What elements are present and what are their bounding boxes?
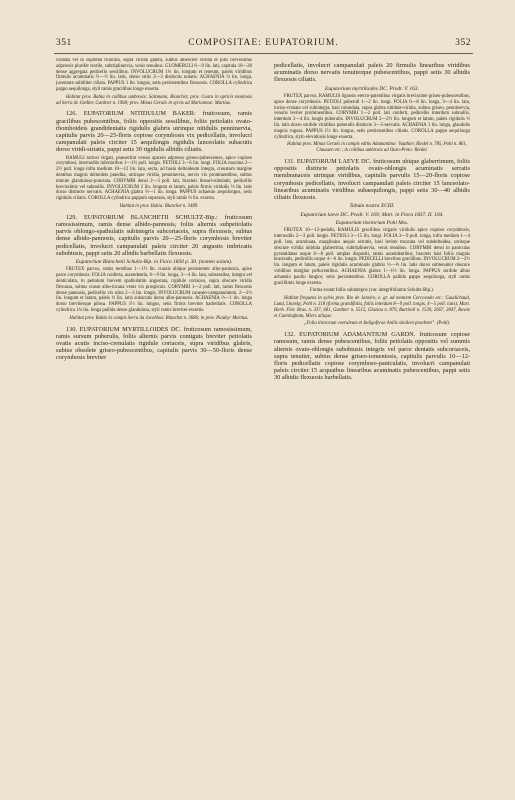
paragraph: FRUTEX 10—12-pedalis, RAMULIS gracilibus virgatis viridulis apice copiose corymbosis, internodiis 2—3 poll. longis. PETIOLI 3—15 lin. longi. FOLIA 3—9 poll. longa, infra medium 1—4 poll. lata, acuminata, margibulus aequis serratis, basi leviter truncata vel subdeltoidea, utrinque obscure viridia nitidula glaberrima, subtriplinervia, venis tenuibus. CORYMBI densi in paniculas pyramidatas usque 6—8 poll. amplas dispositi, ramis ascendentibus, bracteis basi foliis magnis bracteatis, pedicellis usque 4—6 lin. longis. PEDICELLI brevibus gracilibus. INVOLUCRUM 2—2½ lin. longum et latum, paleis rigidulis acuminatis glabris ½—⅓ lin. latis dorso subtenuiter obscure viridibus margine pellucentibus. ACHAENIA glabra 1—1⅓ lin. longa. PAPPUS sordide albus achaenio paullo longior, setis persistentibus. COROLLA pallida pappo aequilonga, styli ramis gracillimis longe exserta. (274, 228, 470, 286)
page-number-right: 352 (455, 38, 471, 48)
paragraph: Habitat prov. Minas Geraës in campis editis Adamantino: Vauthier, Riedel n. 785, Pohl n. 861, Claussen etc.; in collibus umbrosis ad Ouro-Preto: Riedel. (287, 142, 467, 154)
running-title: COMPOSITAE: EUPATORIUM. (188, 38, 339, 48)
paragraph: „Folia tinctorum coeruleum et Indigoferae Anilis similem praebent”. (Pohl). (303, 321, 451, 327)
paragraph: Forma exstat foliis subintegris (var. integrifoliumn Schultz-Bip.). (310, 288, 434, 294)
paragraph: Habitat prov. Bahia in campis Serra da Jacobina: Blanchet n. 3686; in prov. Piauhy: Martius. (69, 315, 249, 321)
paragraph: Tabula nostra XCIII. (349, 203, 395, 210)
header-rule (54, 53, 473, 54)
paragraph: 132. EUPATORIUM ADAMANTIUM GARDN. fruticosum copiose ramosum, ramis dense pubescentibus, foliis petiolatis oppositis vel summis alternis ovato-oblongis subobtusis integris vel parce dentatis subcoriaceis, supra tenuiter, subtus dense griseo-tomentosis, capitulis parvulis 10—12-floris pedicellatis copiose corymboso-paniculatis, involucri campanulati paleis circiter 15 acquaibus linearibus acuminatis pubescentibus, pappi setis 30 albidis flexuosis barbellatis. (274, 331, 470, 382)
paragraph: Habitat frequens in sylvis prov. Rio de Janeiro, e. gr. ad montem Corcovado etc.: Gaudichaud, Lund, Lhotsky, Pohl n. 318 (forma grandifolia, foliis interdum 8—9 poll. longis, 4—5 poll. latis), Mart. Herb. Flor. Bras. n. 337, 681, Gardner n. 5515, Glaziou n. 879, Burchell n. 1539, 2667, 2847, Bowie et Cunningham, Miers aliique. (274, 296, 470, 319)
left-column (56, 58, 252, 788)
paragraph: FRUTEX parvus, ramis teretibus 1—1½ lin. crassis ubique persistenter albo-pannosis, apice parce corymbosis. FOLIA conferta, ascendentia, 6—9 lin. longa, 3—4 lin. lata, subsessilea, integra vel denticulata, in petiolum brevem spathulatim angustata, rigidule coriacea, supra obscure viridia flexuosa, subtus crasse albo-incana venis vix prospicuis. CORYMBI 1—2 poll. lati, ramis flexuosis dense pannosis, pedicellis vix ultra 2—3 lin. longis. INVOLUCRUM cuneato-campanulatum, 2—2½ lin. longum et latum, paleis ⅓ lin. latis subacutis dorso albo-pannosis. ACHAENIA ⅔—1 lin. longa dorso breviterque pilosa. PAPPUS 1½ lin. longus, setis firmis breviter barbellatis. COROLLA cylindrica 1¼ lin. longa pallida dense glandulosa, styli ramis breviter exsertis. (56, 267, 252, 313)
page-number-left: 351 (56, 38, 72, 48)
paragraph: 126. EUPATORIUM NITIDULUM BAKER: fruticosum, ramis gracilibus pubescentibus, foliis oppositis sessilibus, foliis petiolatis ovato-rhomboideis grandidentatis rigidulis glabris utrinque nitidulis penninervia, capitulis parvis 20—25-floris copiose corymbosis vix pedicellatis, involucri campanulati paleis circiter 15 aequilongis rigidulis lanceolatis subacutis dorso viridi-striatis, pappi setis 30 rigidulis albidis ciliatis. (56, 110, 252, 154)
paragraph: FRUTEX parvus, RAMULIS lignosis erecto-patentibus virgatis brevissime griseo-pubescentibus, apice dense corymbosis. PETIOLI puberuli 1—2 lin. longi. FOLIA 6—8 lin. longa, 3—4 lin. lata, inciso-crenata vel subintegra, basi rotundata, supra glabra nitidule-viridia, subtus griseo, penninervia, venulis leviter prominentibus. CORYMBI 1—2 poll. lati confertí, pedicellis interdum subnullis, interdum 3—4 lin. longis puberulis. INVOLUCRUM 2—2½ lin. longum et latum, paleis rigidulis ⅓ lin. latis dorso sordide viridibus puberulis distincte 3—5-nervatis. ACHAENIA 1 lin. longa, glandulis magnis rugosa. PAPPUS 1½ lin. longus, setis persistentibus ciliatis. COROLLA pappo aequilonga cylindrica, stylo elevatiusis longe exserta. (274, 94, 470, 140)
paragraph: Habitat prov. Bahia in collibus umbrosis: Salzmann, Blanchet; prov. Ceara in apricis montosis ad Serra de Jardim: Gardner n. 1968; prov. Minas Geraës in sylvis ad Mariannae: Martius. (56, 94, 252, 106)
right-column (274, 58, 470, 788)
page-header (56, 38, 471, 52)
paragraph: 130. EUPATORIUM MYRTILLOIDES DC. fruticosum ramosissimum, ramis sursum puberulis, foliis alternis parvis contiguis breviter petiolatis ovatis acutis inciso-crenulatis rigidule coriaceis, supra viridibus glabris, subtus obsolete griseo-pubescentibus, capitulis parvis 30—50-floris dense corymbosis breviter (56, 325, 252, 362)
paragraph: Eupatorium Blanchetii Schultz-Bip. in Flora 1850 p. 30. (nomen solum). (75, 258, 233, 265)
paragraph: pedicellatis, involucri campanulati paleis 20 firmulis linearibus viridibus acuminatis dorso nervatis tenuiterque pubescentibus, pappi setis 30 albidis flexuosis ciliatis. (274, 62, 470, 84)
paragraph: RAMULI tortosi virgati, praesertim versus apicem adpresso griseo-pubescentes, apice copiose corymbosi, internodiis inferioribus 1—1½ poll. longis. PETIOLI 3—6 lin. longi. FOLIA maxima 2—2½ poll. longa infra medium 10—12 lin. lata, secta, ad basin deltoideum integra, crenatum margine dentibus magnis deltoideis praedita, utrinque viridia, penninervia, nervis vix prominentibus, subtus minute glanduloso-punctata. CORYMBI densi 2—3 poll. lati, bracteis lineari-subulatis, pedicellis brevissimis vel subnullis. INVOLUCRUM 2 lin. longum et latum, paleis firmis viridulis ⅓ lin. latis dorso distincte nervatis. ACHAENIA glabra ⅔—1 lin. longa. PAPPUS achaenio aequilongus, setis rigidulis ciliatis. COROLLA cylindrica pappum superans, styli ramis ⅓ lin. exserta. (56, 155, 252, 202)
paragraph: Eupatorium myrtilloides DC. Prodr. V. 163. (325, 85, 419, 92)
paragraph: Eupatorium tinctorium Pohl Mss. (335, 220, 409, 227)
paragraph: Eupatorium laeve DC. Prodr. V. 169; Mart. in Flora 1837. II. 104. (300, 211, 444, 218)
paragraph: 131. EUPATORIUM LAEVE DC. fruticosum ubique glaberrimum, foliis oppositis distincte petiolatis ovato-oblongis acuminatis serratis membranaceis utrinque viridibus, capitulis parvulis 15—20-floris copiose corymbosis pedicellatis, involucri campanulati paleis circiter 15 lanceolato-linearibus acuminatis viridibus subaequilongis, pappi setis 30—40 albidis ciliatis flexuosis. (274, 157, 470, 201)
paragraph: Habitat in prov. Bahia: Blanchet n. 3489. (119, 203, 199, 209)
paragraph: cordata vel in suprema truncata, supra viridia glabra, subtus albescere viridia et pilis brevissimis adpressis plurifer textile, subtriplinervia, venis tenuibus. GLOMERULI 6—9 lin. lati, capitula 10—20 dense aggregata pedicello sessilibus. INVOLUCRUM 1¼ lin. longum et teneum, paleis viridibus firmulis acuminatis ½—⅔ lin. latis, dorso striis 2—3 distinctis notatis. ACHAENIA ⅔ lin. longa, juventute subtiliter ciliata. PAPPUS 1 lin. longus, setis persistentibus flexuosis. COROLLA cylindrica pappo aequilonga, styli ramis gracilibus longe exserta. (56, 58, 252, 92)
paragraph: 129. EUPATORIUM BLANCHETII SCHULTZ-Bip.: fruticosum ramosissimum, ramis dense albido-pannosis, foliis alternis subpetiolatis parvis oblongo-spathulatis subintegris subcoriaceis, supra flexuosis, subtus dense albido-pannosis, capitulis parvis 20—25-floris corymbosis breviter pedicellatis, involucri campanulati paleis circiter 20 angustis imbricatis subobtusis, pappi setis 20 albidis barbellatis flexuosis. (56, 213, 252, 257)
